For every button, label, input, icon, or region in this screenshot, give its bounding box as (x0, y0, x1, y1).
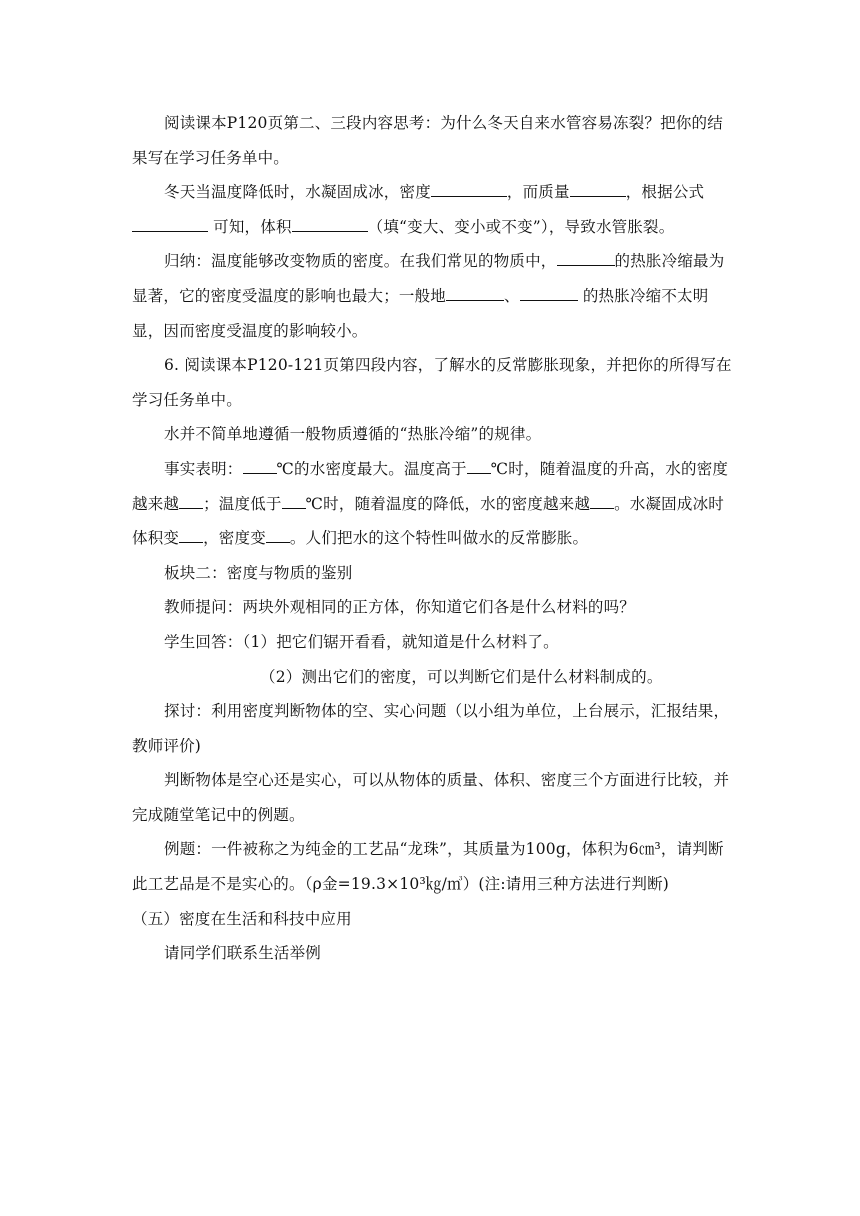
text-segment: 的热胀冷缩最为显著，它的密度受温度的影响也最大；一般地 (132, 252, 725, 305)
fill-blank-formula (132, 217, 208, 232)
paragraph-summary (132, 244, 732, 348)
fill-blank-state-2 (520, 286, 578, 301)
fill-blank-substance (557, 251, 615, 266)
paragraph-winter-pipe (132, 175, 732, 244)
text-segment: ，密度变 (203, 529, 266, 548)
fill-blank-mass (570, 182, 626, 197)
paragraph-student-answer-2: （2）测出它们的密度，可以判断它们是什么材料制成的。 (260, 667, 663, 686)
text-segment: 冬天当温度降低时，水凝固成冰，密度 (164, 183, 431, 202)
text-segment: 事实表明： (164, 459, 243, 478)
fill-blank-density (431, 182, 507, 197)
fill-blank-ice-volume (179, 528, 203, 543)
paragraph-water-facts (132, 452, 732, 556)
text-segment: ℃时，随着温度的升高，水的密度越来越 (132, 459, 729, 513)
paragraph-teacher-question: 教师提问：两块外观相同的正方体，你知道它们各是什么材料的吗？ (164, 598, 636, 617)
text-segment: ，根据公式 (625, 183, 705, 202)
paragraph-life-examples: 请同学们联系生活举例 (164, 944, 322, 963)
fill-blank-ice-density (266, 528, 290, 543)
text-segment: ℃的水密度最大。温度高于 (276, 459, 467, 478)
paragraph-water-rule: 水并不简单地遵循一般物质遵循的“热胀冷缩”的规律。 (164, 425, 542, 444)
paragraph-judgement: 判断物体是空心还是实心，可以从物体的质量、体积、密度三个方面进行比较，并完成随堂笔记中的例题。 (132, 771, 730, 824)
document-body (132, 106, 732, 971)
paragraph-student-answer-1: 学生回答：（1）把它们锯开看看，就知道是什么材料了。 (164, 632, 559, 651)
text-segment: ，而质量 (506, 183, 570, 202)
text-segment: ；温度低于 (203, 494, 282, 513)
text-segment: 。人们把水的这个特性叫做水的反常膨胀。 (289, 529, 589, 548)
fill-blank-temp-above (467, 459, 491, 474)
fill-blank-state-1 (446, 286, 504, 301)
text-segment: 、 (504, 286, 520, 305)
text-segment: 。水凝固成冰时体积变 (132, 494, 724, 548)
text-segment: 归纳：温度能够改变物质的密度。在我们常见的物质中， (164, 252, 557, 271)
text-segment: 可知，体积 (213, 217, 292, 236)
section-heading-part-2: 板块二：密度与物质的鉴别 (164, 563, 353, 582)
paragraph-discussion: 探讨：利用密度判断物体的空、实心问题（以小组为单位，上台展示，汇报结果，教师评价) (132, 702, 730, 755)
text-segment: 的热胀冷缩不太明显，因而密度受温度的影响较小。 (132, 286, 709, 340)
paragraph-example: 例题：一件被称之为纯金的工艺品“龙珠”，其质量为100g，体积为6㎝³，请判断此工艺品是不是实心的。（ρ金=19.3×10³㎏/㎥）(注:请用三种方法进行判断) (132, 840, 724, 894)
section-heading-part-5: （五）密度在生活和科技中应用 (132, 909, 352, 928)
paragraph-reading-task: 阅读课本P120页第二、三段内容思考：为什么冬天自来水管容易冻裂？把你的结果写在学习任务单中。 (132, 114, 723, 167)
fill-blank-temp-below (282, 494, 306, 509)
fill-blank-trend-2 (590, 494, 614, 509)
paragraph-task-6: 6. 阅读课本P120-121页第四段内容，了解水的反常膨胀现象，并把你的所得写在学习任务单中。 (132, 356, 732, 409)
fill-blank-volume (292, 217, 368, 232)
text-segment: ℃时，随着温度的降低，水的密度越来越 (305, 494, 591, 513)
text-segment: （填“变大、变小或不变”），导致水管胀裂。 (367, 217, 675, 236)
fill-blank-temp-max (243, 459, 277, 474)
fill-blank-trend-1 (179, 494, 203, 509)
